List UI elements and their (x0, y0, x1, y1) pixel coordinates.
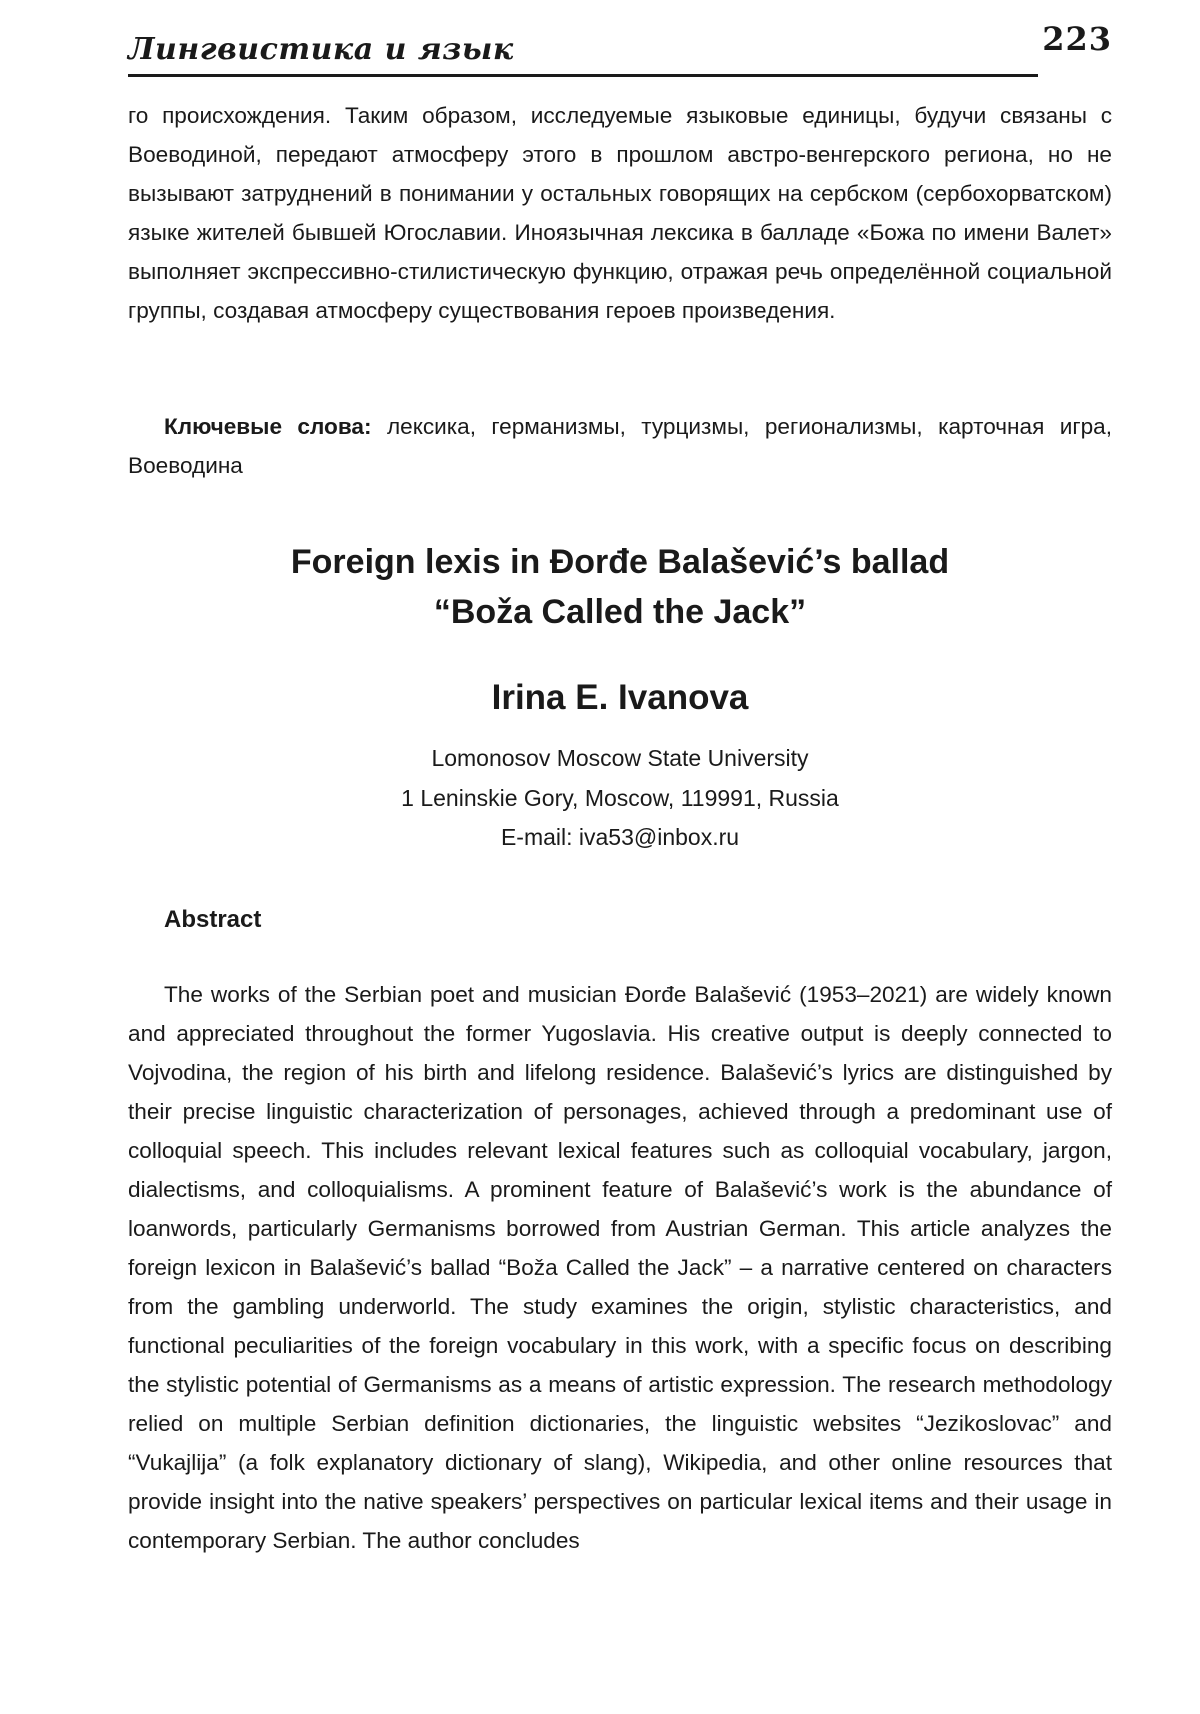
affiliation-email: E-mail: iva53@inbox.ru (500, 824, 740, 850)
affiliation-institution: Lomonosov Moscow State University (431, 745, 809, 771)
header-rule (128, 74, 1038, 77)
running-header (128, 22, 1038, 78)
article-title-line-1: Foreign lexis in Đorđe Balašević’s ballad (290, 543, 950, 581)
author-affiliation (128, 739, 1112, 858)
page-number: 223 (1042, 20, 1112, 58)
abstract-heading: Abstract (164, 906, 262, 933)
running-title: Лингвистика и язык (128, 32, 514, 67)
keywords-label: Ключевые слова: (164, 414, 372, 439)
keywords-paragraph (128, 407, 1112, 485)
russian-abstract-paragraph: го происхождения. Таким образом, исследуемые языковые единицы, будучи связаны с Воеводиной, передают атмосферу этого в прошлом австро-венгерского региона, но не вызывают затруднений в понимании у остальных говорящих на сербском (сербохорватском) языке жителей бывшей Югославии. Иноязычная лексика в балладе «Божа по имени Валет» выполняет экспрессивно-стилистическую функцию, отражая речь определённой социальной группы, создавая атмосферу существования героев произведения. (128, 103, 1112, 323)
keywords-text: лексика, германизмы, турцизмы, регионализмы, карточная игра, Воеводина (128, 414, 1113, 478)
affiliation-address: 1 Leninskie Gory, Moscow, 119991, Russia (401, 784, 839, 811)
abstract-paragraph: The works of the Serbian poet and musician Đorđe Balašević (1953–2021) are widely known and appreciated throughout the former Yugoslavia. His creative output is deeply connected to Vojvodina, the region of his birth and lifelong residence. Balašević’s lyrics are distinguished by their precise linguistic characterization of personages, achieved through a predominant use of colloquial speech. This includes relevant lexical features such as colloquial vocabulary, jargon, dialectisms, and colloquialisms. A prominent feature of Balašević’s work is the abundance of loanwords, particularly Germanisms borrowed from Austrian German. This article analyzes the foreign lexicon in Balašević’s ballad “Boža Called the Jack” – a narrative centered on characters from the gambling underworld. The study examines the origin, stylistic characteristics, and functional peculiarities of the foreign vocabulary in this work, with a specific focus on describing the stylistic potential of Germanisms as a means of artistic expression. The research methodology relied on multiple Serbian definition dictionaries, the linguistic websites “Jezikoslovac” and “Vukajlija” (a folk explanatory dictionary of slang), Wikipedia, and other online resources that provide insight into the native speakers’ perspectives on particular lexical items and their usage in contemporary Serbian. The author concludes (128, 982, 1112, 1553)
article-title (128, 537, 1112, 637)
journal-page (128, 0, 1112, 1714)
article-title-line-2: “Boža Called the Jack” (433, 593, 807, 631)
author-name: Irina E. Ivanova (491, 678, 749, 717)
